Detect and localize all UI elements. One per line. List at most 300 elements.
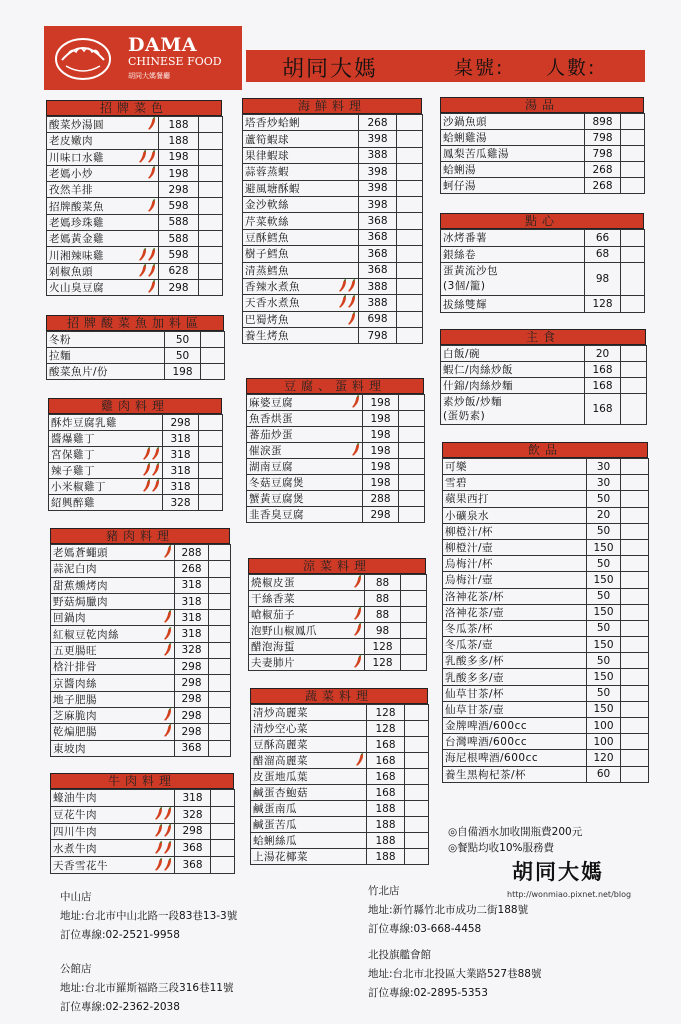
item-quantity-box[interactable] <box>399 411 425 427</box>
item-quantity-box[interactable] <box>405 705 429 721</box>
item-quantity-box[interactable] <box>397 246 423 262</box>
menu-item <box>49 479 223 495</box>
store-gongguan <box>60 960 233 1017</box>
item-price: 598 <box>159 247 199 263</box>
item-quantity-box[interactable] <box>401 575 427 591</box>
item-quantity-box[interactable] <box>621 637 649 653</box>
item-quantity-box[interactable] <box>399 459 425 475</box>
menu-item <box>49 431 223 447</box>
item-name: 夫妻肺片 <box>249 655 365 671</box>
item-name: 沙鍋魚頭 <box>441 114 585 130</box>
menu-item <box>441 162 645 178</box>
item-quantity-box[interactable] <box>621 685 649 701</box>
item-quantity-box[interactable] <box>199 198 223 214</box>
item-quantity-box[interactable] <box>211 790 235 807</box>
dumpling-icon <box>52 32 114 82</box>
item-quantity-box[interactable] <box>199 463 223 479</box>
item-quantity-box[interactable] <box>621 588 649 604</box>
item-price: 198 <box>363 411 399 427</box>
item-quantity-box[interactable] <box>209 577 231 593</box>
menu-header <box>44 26 645 90</box>
menu-item <box>443 766 649 782</box>
item-quantity-box[interactable] <box>397 213 423 229</box>
item-name: 燒椒皮蛋 <box>249 575 365 591</box>
item-name: 冬瓜茶/壺 <box>443 637 587 653</box>
item-quantity-box[interactable] <box>399 507 425 523</box>
menu-item <box>51 790 235 807</box>
item-quantity-box[interactable] <box>621 653 649 669</box>
item-quantity-box[interactable] <box>621 718 649 734</box>
menu-item <box>251 737 429 753</box>
item-quantity-box[interactable] <box>621 475 649 491</box>
item-quantity-box[interactable] <box>209 610 231 626</box>
item-price: 368 <box>359 246 397 262</box>
item-name: 川味口水雞 <box>47 149 159 165</box>
item-price: 50 <box>587 523 621 539</box>
item-price: 150 <box>587 701 621 717</box>
section-title: 飲品 <box>442 442 648 458</box>
item-quantity-box[interactable] <box>621 394 647 425</box>
item-quantity-box[interactable] <box>209 626 231 642</box>
menu-item <box>443 734 649 750</box>
item-price: 298 <box>175 659 209 675</box>
menu-table <box>242 114 423 344</box>
item-quantity-box[interactable] <box>621 523 649 539</box>
item-name: 芝麻脆肉 <box>51 707 175 723</box>
logo-title: DAMA <box>128 34 197 56</box>
item-price: 298 <box>159 279 199 295</box>
menu-table <box>250 704 429 865</box>
item-quantity-box[interactable] <box>199 447 223 463</box>
item-name: 蛤蜊湯 <box>441 162 585 178</box>
double-chili-icon <box>154 807 172 820</box>
item-quantity-box[interactable] <box>199 247 223 263</box>
menu-item <box>443 750 649 766</box>
item-price: 288 <box>175 545 209 561</box>
chili-icon <box>163 724 172 737</box>
item-price: 168 <box>585 362 621 378</box>
item-price: 368 <box>359 262 397 278</box>
menu-item <box>47 263 223 279</box>
item-name: 蒜蓉蒸蝦 <box>243 164 359 180</box>
item-quantity-box[interactable] <box>209 561 231 577</box>
item-name: 仙草甘茶/壺 <box>443 701 587 717</box>
item-name: 拉麵 <box>47 348 165 364</box>
item-quantity-box[interactable] <box>621 246 645 263</box>
item-quantity-box[interactable] <box>405 785 429 801</box>
item-price: 388 <box>359 295 397 311</box>
item-quantity-box[interactable] <box>397 164 423 180</box>
item-name: 老媽蒼蠅頭 <box>51 545 175 561</box>
item-quantity-box[interactable] <box>399 491 425 507</box>
section-fish-addons <box>46 315 224 380</box>
item-price: 50 <box>587 620 621 636</box>
item-price: 318 <box>175 610 209 626</box>
store-address: 地址:台北市羅斯福路三段316巷11號 <box>60 982 234 994</box>
item-price: 168 <box>367 737 405 753</box>
menu-item <box>441 296 645 313</box>
item-quantity-box[interactable] <box>401 623 427 639</box>
item-quantity-box[interactable] <box>209 545 231 561</box>
section-drinks <box>442 442 648 783</box>
menu-item <box>249 575 427 591</box>
item-price: 798 <box>585 130 621 146</box>
menu-item <box>49 447 223 463</box>
item-quantity-box[interactable] <box>397 229 423 245</box>
item-quantity-box[interactable] <box>199 415 223 431</box>
item-name: 五更腸旺 <box>51 642 175 658</box>
item-price: 318 <box>175 790 211 807</box>
store-phone: 訂位專線:02-2521-9958 <box>60 929 180 941</box>
item-price: 60 <box>587 766 621 782</box>
menu-item <box>47 149 223 165</box>
item-price: 188 <box>159 133 199 149</box>
item-name: 水煮牛肉 <box>51 840 175 857</box>
menu-item <box>51 691 231 707</box>
item-quantity-box[interactable] <box>397 262 423 278</box>
item-name: 清炒空心菜 <box>251 721 367 737</box>
item-name: 紹興醉雞 <box>49 495 163 511</box>
item-quantity-box[interactable] <box>405 753 429 769</box>
item-price: 388 <box>359 147 397 163</box>
item-quantity-box[interactable] <box>211 806 235 823</box>
item-quantity-box[interactable] <box>405 737 429 753</box>
item-quantity-box[interactable] <box>621 620 649 636</box>
item-price: 268 <box>359 115 397 131</box>
menu-item <box>51 724 231 740</box>
item-name: 雪碧 <box>443 475 587 491</box>
menu-item <box>47 165 223 181</box>
menu-item <box>243 131 423 147</box>
item-price: 128 <box>365 639 401 655</box>
item-price: 168 <box>585 394 621 425</box>
menu-item <box>247 443 425 459</box>
item-quantity-box[interactable] <box>199 214 223 230</box>
item-quantity-box[interactable] <box>199 263 223 279</box>
item-price: 100 <box>587 718 621 734</box>
item-quantity-box[interactable] <box>621 701 649 717</box>
item-quantity-box[interactable] <box>211 840 235 857</box>
item-quantity-box[interactable] <box>209 740 231 756</box>
item-name: 紅椒豆乾肉絲 <box>51 626 175 642</box>
store-address: 地址:台北市中山北路一段83巷13-3號 <box>60 910 238 922</box>
item-quantity-box[interactable] <box>397 180 423 196</box>
item-name: 蝦仁/肉絲炒飯 <box>441 362 585 378</box>
section-title: 海鮮料理 <box>242 98 422 114</box>
item-name: 冰烤番薯 <box>441 230 585 247</box>
menu-item <box>51 659 231 675</box>
item-name: 老媽小炒 <box>47 165 159 181</box>
menu-item <box>443 507 649 523</box>
double-chili-icon <box>142 447 160 460</box>
item-quantity-box[interactable] <box>621 459 649 475</box>
item-quantity-box[interactable] <box>621 491 649 507</box>
menu-table <box>46 116 223 296</box>
item-price: 298 <box>175 724 209 740</box>
item-quantity-box[interactable] <box>621 114 645 130</box>
item-price: 318 <box>175 626 209 642</box>
table-number-label: 桌號: <box>454 57 505 79</box>
menu-item <box>247 427 425 443</box>
menu-item <box>49 415 223 431</box>
double-chili-icon <box>154 858 172 871</box>
item-quantity-box[interactable] <box>201 348 225 364</box>
item-quantity-box[interactable] <box>621 162 645 178</box>
menu-item <box>47 117 223 133</box>
item-name: 醬爆雞丁 <box>49 431 163 447</box>
menu-table <box>48 414 223 511</box>
menu-item <box>243 115 423 131</box>
logo-subtitle: CHINESE FOOD <box>128 55 222 68</box>
item-name: 養生烤魚 <box>243 328 359 344</box>
item-quantity-box[interactable] <box>401 655 427 671</box>
section-soups <box>440 97 644 194</box>
item-price: 98 <box>365 623 401 639</box>
item-quantity-box[interactable] <box>621 296 645 313</box>
item-price: 398 <box>359 196 397 212</box>
item-price: 298 <box>163 415 199 431</box>
item-name: 湖南豆腐 <box>247 459 363 475</box>
item-quantity-box[interactable] <box>621 178 645 194</box>
menu-item <box>247 411 425 427</box>
menu-item <box>47 198 223 214</box>
item-name: 銀絲卷 <box>441 246 585 263</box>
item-price: 388 <box>359 278 397 294</box>
section-title: 雞肉料理 <box>48 398 222 414</box>
item-quantity-box[interactable] <box>199 182 223 198</box>
item-name: 老媽黃金雞 <box>47 231 159 247</box>
item-quantity-box[interactable] <box>621 539 649 555</box>
menu-item <box>51 857 235 874</box>
item-quantity-box[interactable] <box>199 279 223 295</box>
item-price: 268 <box>585 162 621 178</box>
menu-item <box>49 463 223 479</box>
chili-icon <box>163 643 172 656</box>
item-price: 66 <box>585 230 621 247</box>
menu-item <box>443 637 649 653</box>
item-quantity-box[interactable] <box>399 443 425 459</box>
store-address: 地址:台北市北投區大業路527巷88號 <box>368 968 542 980</box>
item-price: 20 <box>587 507 621 523</box>
menu-item <box>243 196 423 212</box>
item-price: 328 <box>163 495 199 511</box>
item-name: 養生黑枸杞茶/杯 <box>443 766 587 782</box>
chili-icon <box>163 627 172 640</box>
menu-item <box>251 833 429 849</box>
section-beef <box>50 773 234 874</box>
item-quantity-box[interactable] <box>211 857 235 874</box>
item-quantity-box[interactable] <box>621 230 645 247</box>
section-title: 豆腐、蛋料理 <box>246 378 424 394</box>
item-quantity-box[interactable] <box>397 147 423 163</box>
item-price: 120 <box>587 750 621 766</box>
item-name: 酸菜炒湯圓 <box>47 117 159 133</box>
menu-item <box>251 801 429 817</box>
menu-item <box>47 247 223 263</box>
item-quantity-box[interactable] <box>399 475 425 491</box>
item-name: 豆酥鱈魚 <box>243 229 359 245</box>
item-quantity-box[interactable] <box>621 766 649 782</box>
item-name: 清炒高麗菜 <box>251 705 367 721</box>
menu-item <box>441 146 645 162</box>
item-quantity-box[interactable] <box>399 395 425 411</box>
item-price: 198 <box>363 443 399 459</box>
item-name: 避風塘酥蝦 <box>243 180 359 196</box>
item-quantity-box[interactable] <box>209 642 231 658</box>
item-name: 芹菜軟絲 <box>243 213 359 229</box>
menu-item <box>51 675 231 691</box>
item-quantity-box[interactable] <box>211 823 235 840</box>
item-quantity-box[interactable] <box>201 364 225 380</box>
item-quantity-box[interactable] <box>397 115 423 131</box>
item-quantity-box[interactable] <box>199 165 223 181</box>
item-quantity-box[interactable] <box>199 231 223 247</box>
item-quantity-box[interactable] <box>621 507 649 523</box>
item-price: 318 <box>163 479 199 495</box>
item-name: 蒜泥白肉 <box>51 561 175 577</box>
item-quantity-box[interactable] <box>397 278 423 294</box>
menu-item <box>443 701 649 717</box>
item-quantity-box[interactable] <box>199 479 223 495</box>
section-staples <box>440 329 646 425</box>
item-quantity-box[interactable] <box>199 117 223 133</box>
item-quantity-box[interactable] <box>621 734 649 750</box>
item-quantity-box[interactable] <box>199 431 223 447</box>
logo-chinese: 胡同大媽餐廳 <box>128 72 170 80</box>
item-quantity-box[interactable] <box>397 295 423 311</box>
item-price: 328 <box>175 806 211 823</box>
item-quantity-box[interactable] <box>401 607 427 623</box>
item-quantity-box[interactable] <box>401 591 427 607</box>
item-quantity-box[interactable] <box>209 691 231 707</box>
item-quantity-box[interactable] <box>405 817 429 833</box>
item-quantity-box[interactable] <box>201 332 225 348</box>
item-quantity-box[interactable] <box>209 659 231 675</box>
item-price: 288 <box>363 491 399 507</box>
item-quantity-box[interactable] <box>621 669 649 685</box>
item-quantity-box[interactable] <box>405 801 429 817</box>
item-name: 東坡肉 <box>51 740 175 756</box>
menu-item <box>247 507 425 523</box>
item-quantity-box[interactable] <box>209 707 231 723</box>
menu-item <box>443 523 649 539</box>
menu-item <box>441 178 645 194</box>
item-quantity-box[interactable] <box>621 750 649 766</box>
item-quantity-box[interactable] <box>405 769 429 785</box>
item-quantity-box[interactable] <box>209 675 231 691</box>
menu-item <box>249 639 427 655</box>
item-name: 冬粉 <box>47 332 165 348</box>
item-quantity-box[interactable] <box>621 346 647 362</box>
item-name: 小礦泉水 <box>443 507 587 523</box>
item-price: 898 <box>585 114 621 130</box>
item-name: 地子肥腸 <box>51 691 175 707</box>
item-name: 拔絲雙輝 <box>441 296 585 313</box>
menu-item <box>443 459 649 475</box>
item-name: 蟹黃豆腐煲 <box>247 491 363 507</box>
item-quantity-box[interactable] <box>397 311 423 327</box>
item-quantity-box[interactable] <box>209 724 231 740</box>
restaurant-name: 胡同大媽 <box>282 57 379 82</box>
menu-table <box>248 574 427 671</box>
item-name: 乾煸肥腸 <box>51 724 175 740</box>
item-price: 68 <box>585 246 621 263</box>
item-quantity-box[interactable] <box>397 328 423 344</box>
item-quantity-box[interactable] <box>199 133 223 149</box>
item-quantity-box[interactable] <box>405 833 429 849</box>
store-name: 中山店 <box>60 891 92 903</box>
item-price: 698 <box>359 311 397 327</box>
item-quantity-box[interactable] <box>397 131 423 147</box>
menu-table <box>440 345 647 425</box>
section-title: 湯品 <box>440 97 644 113</box>
item-price: 368 <box>175 857 211 874</box>
item-price: 20 <box>585 346 621 362</box>
item-quantity-box[interactable] <box>621 362 647 378</box>
item-price: 198 <box>363 395 399 411</box>
menu-item <box>243 147 423 163</box>
section-title: 豬肉料理 <box>50 528 230 544</box>
item-price: 128 <box>367 705 405 721</box>
item-quantity-box[interactable] <box>621 130 645 146</box>
item-name: 仙草甘茶/杯 <box>443 685 587 701</box>
item-price: 30 <box>587 475 621 491</box>
item-price: 368 <box>359 213 397 229</box>
item-name: 素炒飯/炒麵 (蛋奶素) <box>441 394 585 425</box>
menu-item <box>441 394 647 425</box>
section-title: 牛肉料理 <box>50 773 234 789</box>
menu-item <box>47 348 225 364</box>
double-chili-icon <box>138 264 156 277</box>
item-quantity-box[interactable] <box>621 263 645 296</box>
item-quantity-box[interactable] <box>399 427 425 443</box>
item-price: 198 <box>159 149 199 165</box>
item-name: 甜蕉燻烤肉 <box>51 577 175 593</box>
item-quantity-box[interactable] <box>621 146 645 162</box>
item-quantity-box[interactable] <box>199 149 223 165</box>
item-quantity-box[interactable] <box>405 849 429 865</box>
menu-item <box>247 459 425 475</box>
item-quantity-box[interactable] <box>401 639 427 655</box>
item-price: 150 <box>587 539 621 555</box>
item-name: 塔香炒蛤蜊 <box>243 115 359 131</box>
item-quantity-box[interactable] <box>621 556 649 572</box>
menu-item <box>243 213 423 229</box>
brand-name: 胡同大媽 <box>512 860 604 884</box>
item-name: 招牌酸菜魚 <box>47 198 159 214</box>
item-quantity-box[interactable] <box>397 196 423 212</box>
menu-item <box>49 495 223 511</box>
item-name: 洛神花茶/杯 <box>443 588 587 604</box>
section-title: 涼菜料理 <box>248 558 426 574</box>
menu-item <box>443 491 649 507</box>
menu-item <box>251 721 429 737</box>
item-name: 乳酸多多/杯 <box>443 653 587 669</box>
item-price: 168 <box>585 378 621 394</box>
item-price: 368 <box>175 840 211 857</box>
menu-item <box>441 246 645 263</box>
note-service-charge: ◎餐點均收10%服務費 <box>448 842 554 854</box>
item-name: 鹹蛋苦瓜 <box>251 817 367 833</box>
item-quantity-box[interactable] <box>209 593 231 609</box>
item-quantity-box[interactable] <box>621 572 649 588</box>
item-quantity-box[interactable] <box>621 378 647 394</box>
item-quantity-box[interactable] <box>621 604 649 620</box>
item-name: 泡野山椒鳳爪 <box>249 623 365 639</box>
chili-icon <box>147 280 156 293</box>
item-quantity-box[interactable] <box>199 495 223 511</box>
item-quantity-box[interactable] <box>405 721 429 737</box>
